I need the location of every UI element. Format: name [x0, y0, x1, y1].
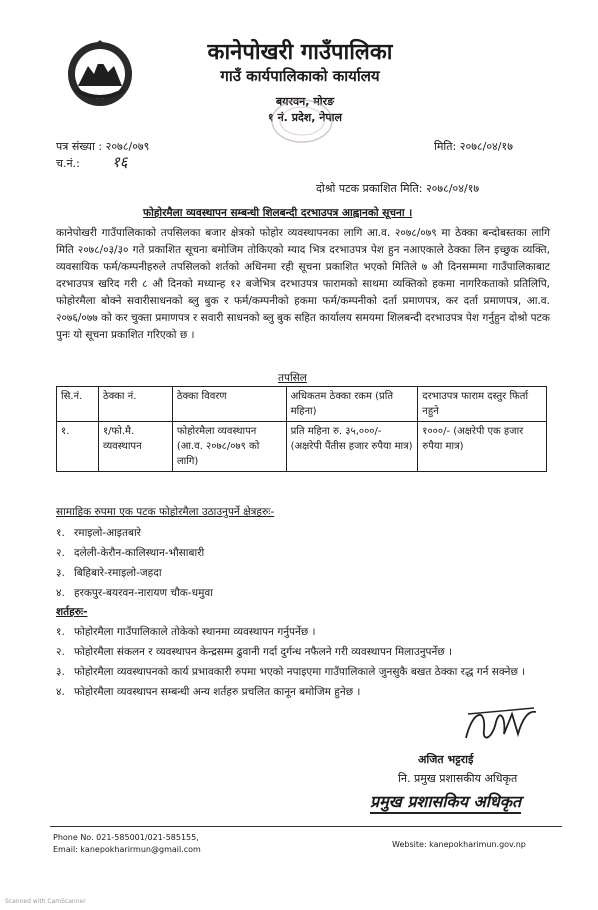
notice-body: कानेपोखरी गाउँपालिकाको तपसिलका बजार क्षेत्रको फोहोर व्यवस्थापनका लागि आ.व. २०७८/०७९ मा ठेक्का बन्दोबस्तका लागि मिति २०७८/०३/३० गते प्रकाशित सूचना बमोजिम तोकिएको म्याद भित्र दरभाउपत्र पेश हुन नआएकाले ठेक्का लिन इच्छुक व्यक्ति, व्यवसायिक फर्म/कम्पनीहरुले तपसिलको शर्तको अधिनमा रही सूचना प्रकाशित भएको मितिले ७ औ दिनसम्ममा गाउँपालिकाबाट दरभाउपत्र खरिद गरी ८ औ दिनको मध्यान्ह १२ बजेभित्र दरभाउपत्र फारामको साथमा व्यक्तिको हकमा नागरिकताको प्रतिलिपि, फोहोरमैला बोक्ने सवारीसाधनको ब्लु बुक र फर्म/कम्पनीको हकमा फर्म/कम्पनीको दर्ता प्रमाणपत्र, कर दर्ता प्रमाणपत्र, आ.व. २०७६/०७७ को कर चुक्ता प्रमाणपत्र र सवारी साधनको ब्लु बुक सहित कार्यालय समयमा शिलबन्दी दरभाउपत्र पेश गर्नुहुन दोश्रो पटक पुनः यो सूचना प्रकाशित गरिएको छ । — [56, 227, 550, 341]
letter-date: मिति: २०७८/०४/१७ — [434, 140, 513, 153]
terms-title: शर्तहरुः- — [56, 606, 88, 618]
areas-list — [56, 523, 213, 603]
terms-list — [56, 622, 556, 702]
signature-scribble-icon — [462, 700, 540, 748]
list-item: २. फोहोरमैला संकलन र व्यवस्थापन केन्द्रसम्म ढुवानी गर्दा दुर्गन्ध नफैलने गरी व्यवस्थापन मिलाउनुपर्नेछ । — [56, 646, 453, 658]
header-description: ठेक्का विवरण — [172, 387, 286, 422]
office-stamp-icon — [268, 96, 336, 146]
signatory-title: नि. प्रमुख प्रशासकीय अधिकृत — [398, 772, 518, 785]
header-contract-no: ठेक्का नं. — [98, 387, 172, 422]
footer-phone: Phone No. 021-585001/021-585155, — [53, 833, 199, 842]
schedule-table — [56, 386, 547, 472]
list-item: ४. फोहोरमैला व्यवस्थापन सम्बन्धी अन्य शर्तहरु प्रचलित कानून बमोजिम हुनेछ । — [56, 686, 361, 698]
footer-divider — [50, 826, 562, 827]
cell-description: फोहोरमैला व्यवस्थापन (आ.व. २०७८/०७९ को लागि) — [172, 422, 286, 472]
cell-contract-no: १/फो.मै. व्यवस्थापन — [98, 422, 172, 472]
nepal-emblem-icon — [66, 40, 134, 108]
footer-website: Website: kanepokharimun.gov.np — [392, 840, 526, 849]
office-name: गाउँ कार्यपालिकाको कार्यालय — [220, 67, 380, 85]
org-name: कानेपोखरी गाउँपालिका — [207, 40, 393, 65]
header-serial: सि.नं. — [57, 387, 99, 422]
reference-number: पत्र संख्या : २०७८/०७९ — [56, 140, 150, 153]
table-row — [57, 422, 547, 472]
header-form-fee: दरभाउपत्र फाराम दस्तुर फिर्ता नहुने — [418, 387, 547, 422]
cell-max-amount: प्रति महिना रु. ३५,०००/- (अक्षरेपी पैंतीस हजार रुपैया मात्र) — [286, 422, 418, 472]
address-line-2: १ नं. प्रदेश, नेपाल — [268, 111, 342, 124]
signatory-name: अजित भट्टराई — [418, 753, 474, 766]
list-item: १. फोहोरमैला गाउँपालिकाले तोकेको स्थानमा व्यवस्थापन गर्नुपर्नेछ । — [56, 626, 316, 638]
schedule-title: तपसिल — [278, 372, 307, 384]
dispatch-number-value: १६ — [112, 153, 128, 171]
table-header-row — [57, 387, 547, 422]
list-item: ३. बिहिबारे-रमाइलो-जहदा — [56, 567, 162, 579]
scanner-watermark: Scanned with CamScanner — [5, 898, 86, 905]
footer-email: Email: kanepokharirmun@gmail.com — [53, 845, 201, 854]
list-item: ३. फोहोरमैला व्यवस्थापनको कार्य प्रभावकारी रुपमा भएको नपाइएमा गाउँपालिकाले जुनसुकै बखत ठेक्का रद्ध गर्न सक्नेछ । — [56, 666, 526, 678]
notice-subject: फोहोरमैला व्यवस्थापन सम्बन्धी शिलबन्दी दरभाउपत्र आह्वानको सूचना । — [143, 207, 413, 219]
cell-form-fee: १०००/- (अक्षरेपी एक हजार रुपैया मात्र) — [418, 422, 547, 472]
address-line-1: बयरवन, मोरङ — [275, 95, 335, 108]
list-item: ४. हरकपुर-बयरवन-नारायण चौक-धमुवा — [56, 587, 213, 599]
list-item: १. रमाइलो-आइतबारे — [56, 527, 141, 539]
designation-stamp: प्रमुख प्रशासकिय अधिकृत — [370, 790, 521, 814]
list-item: २. दलेली-केरौन-कालिस्थान-भौसाबारी — [56, 547, 205, 559]
second-publication-date: दोश्रो पटक प्रकाशित मिति: २०७८/०४/१७ — [316, 182, 480, 195]
areas-title: सामाहिक रुपमा एक पटक फोहोरमैला उठाउनुपर्ने क्षेत्रहरुः- — [56, 506, 275, 518]
cell-serial: १. — [57, 422, 99, 472]
dispatch-number-label: च.नं.: — [56, 157, 80, 170]
header-max-amount: अधिकतम ठेक्का रकम (प्रति महिना) — [286, 387, 418, 422]
